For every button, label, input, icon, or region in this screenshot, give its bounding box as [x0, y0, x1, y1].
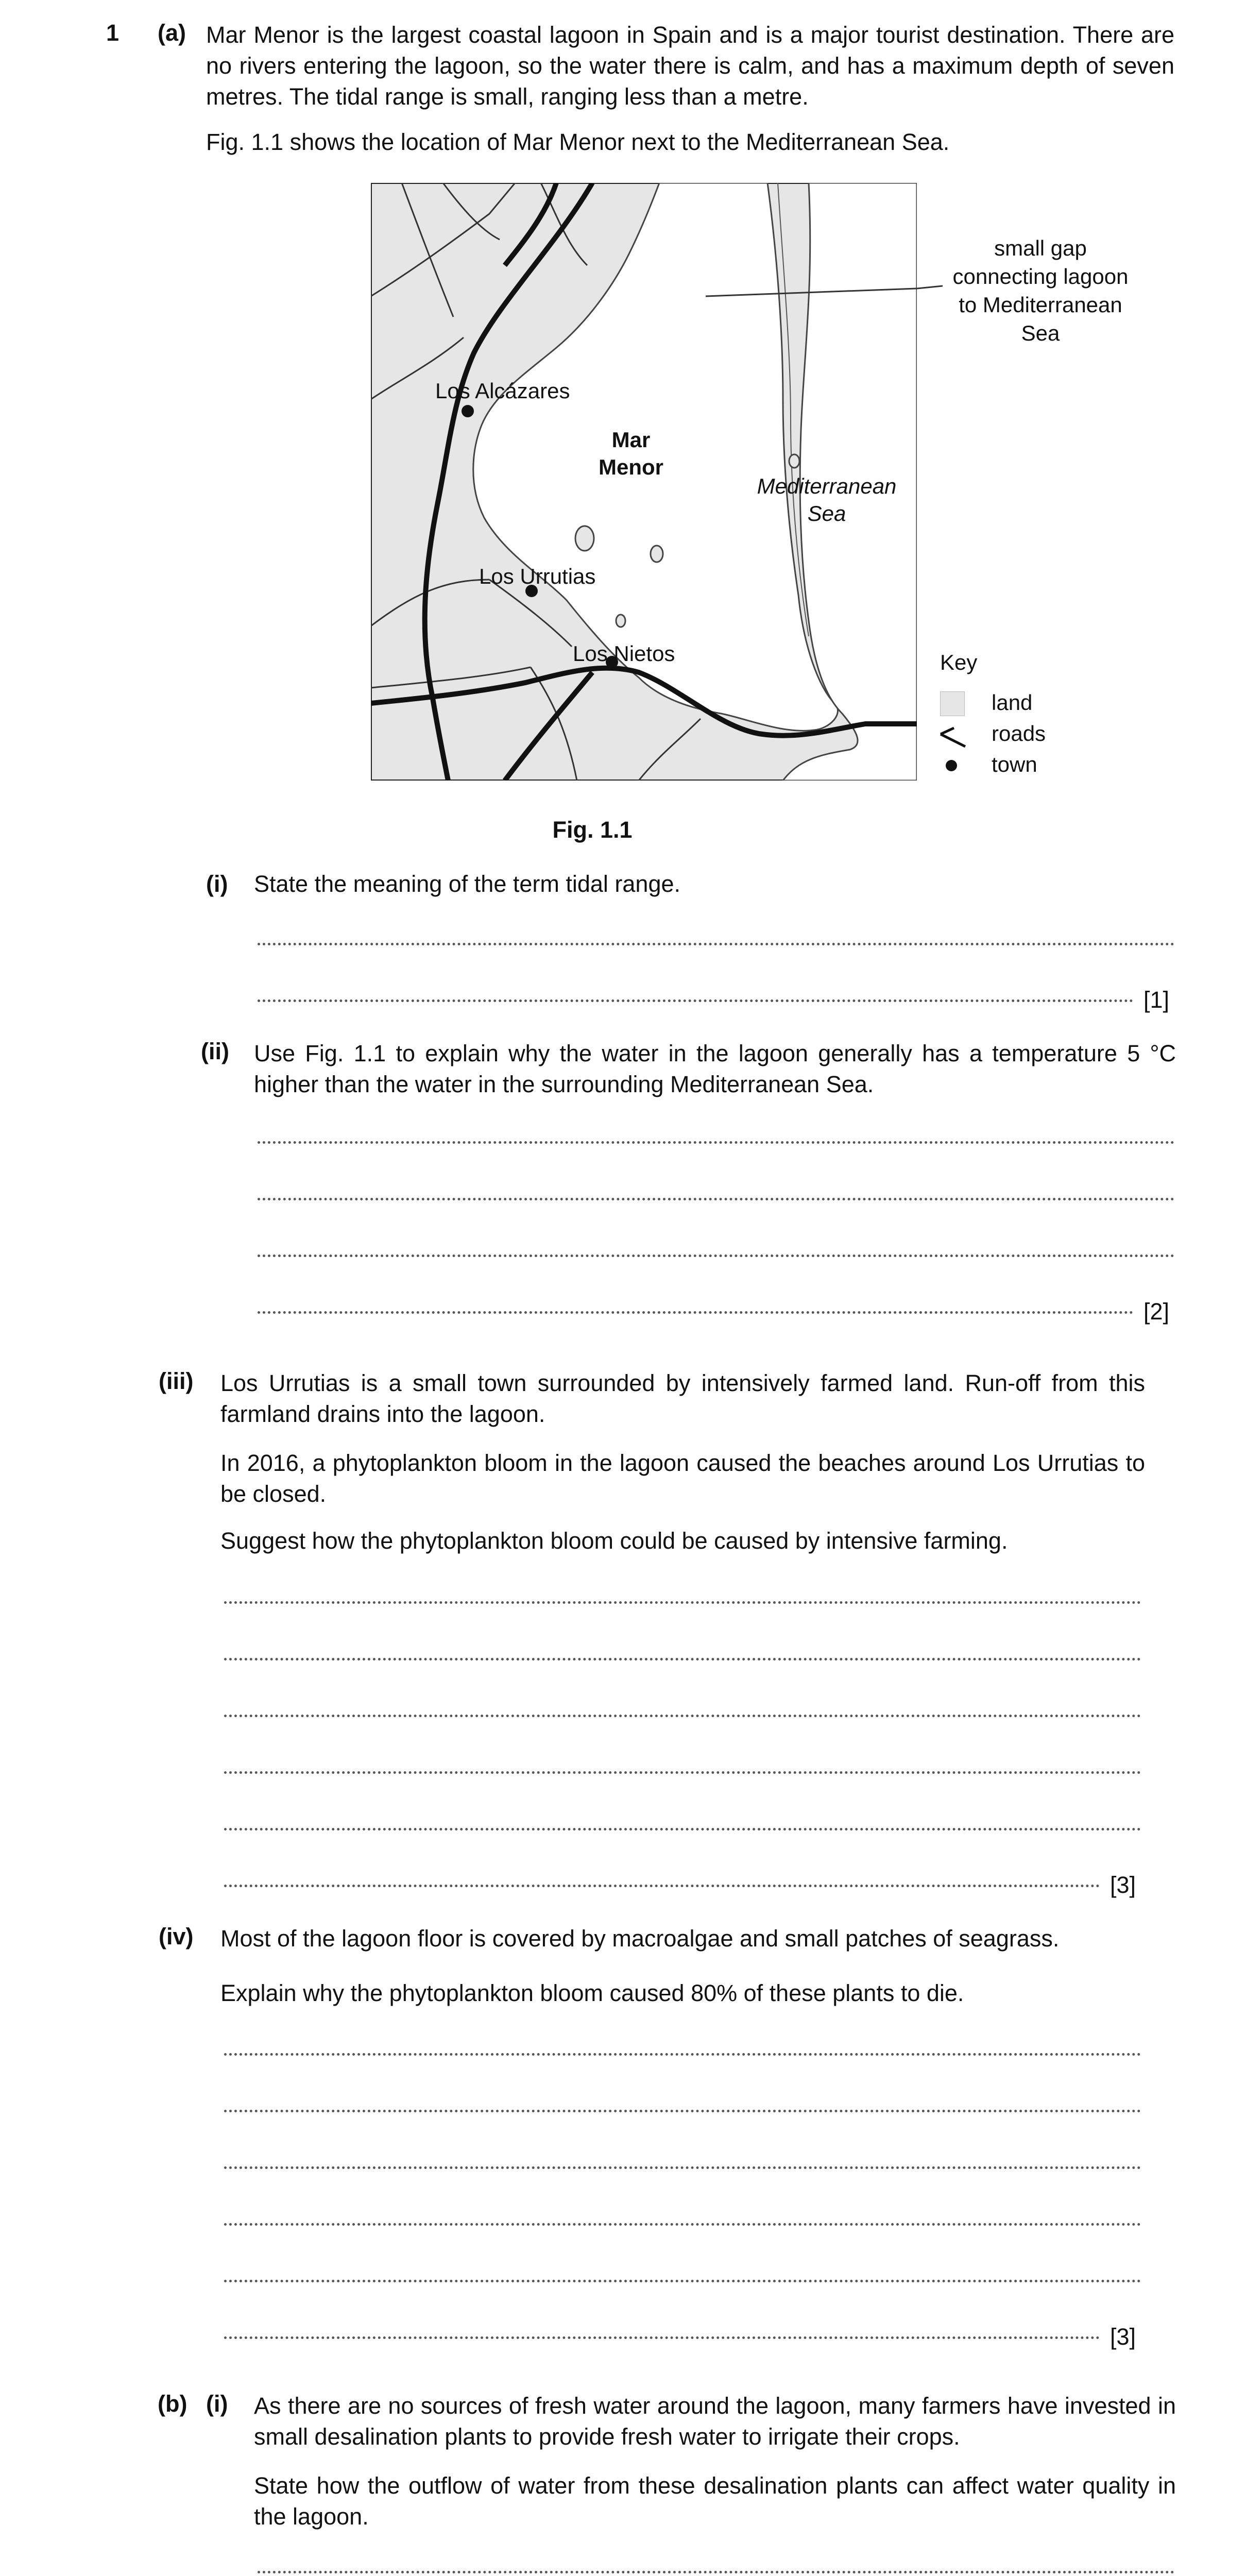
label-sea: Sea: [807, 501, 846, 526]
answer-line[interactable]: [258, 1255, 1174, 1257]
part-a-iii-context-1: Los Urrutias is a small town surrounded by intensively farmed land. Run-off from this farmland drains into the lagoon.: [220, 1370, 1145, 1427]
part-a-ii-label: (ii): [201, 1038, 229, 1064]
answer-line[interactable]: [224, 1828, 1141, 1831]
answer-line[interactable]: [258, 943, 1174, 945]
part-b-i-question: State how the outflow of water from these desalination plants can affect water quality in the lagoon.: [254, 2472, 1176, 2530]
part-b-i-context: As there are no sources of fresh water around the lagoon, many farmers have invested in small desalination plants to provide fresh water to irrigate their crops.: [254, 2393, 1176, 2450]
answer-line[interactable]: [258, 1311, 1133, 1314]
answer-line[interactable]: [258, 999, 1133, 1002]
part-b-i-label: (i): [206, 2391, 228, 2417]
part-a-iii-context-2: In 2016, a phytoplankton bloom in the lagoon caused the beaches around Los Urrutias to be closed.: [220, 1450, 1145, 1507]
question-number: 1: [106, 20, 120, 46]
marks-a-iv: [3]: [1110, 2324, 1136, 2350]
answer-line[interactable]: [224, 2280, 1141, 2282]
answer-line[interactable]: [224, 1885, 1100, 1887]
answer-line[interactable]: [258, 1141, 1174, 1144]
part-a-label: (a): [158, 20, 186, 46]
key-land-swatch: [940, 691, 965, 716]
label-gap-line3: to Mediterranean: [959, 293, 1122, 317]
label-los-nietos: Los Nietos: [573, 641, 675, 666]
answer-line[interactable]: [258, 2571, 1174, 2573]
answer-line[interactable]: [224, 1715, 1141, 1717]
marks-a-i: [1]: [1143, 987, 1170, 1013]
label-mediterranean: Mediterranean: [757, 474, 897, 498]
key-land-label: land: [992, 690, 1033, 715]
part-a-iv-question: Explain why the phytoplankton bloom caused 80% of these plants to die.: [220, 1980, 964, 2006]
label-los-urrutias: Los Urrutias: [479, 564, 596, 588]
answer-line[interactable]: [224, 1658, 1141, 1660]
part-a-intro: Mar Menor is the largest coastal lagoon in Spain and is a major tourist destination. There are no rivers entering the lagoon, so the water there is calm, and has a maximum depth of seven metres. The tidal range is small, ranging less than a metre.: [206, 22, 1174, 110]
island: [575, 526, 594, 551]
label-los-alcazares: Los Alcázares: [435, 379, 570, 403]
figure-reference: Fig. 1.1 shows the location of Mar Menor next to the Mediterranean Sea.: [206, 129, 950, 155]
part-a-iv-label: (iv): [159, 1923, 194, 1950]
part-a-i-question: State the meaning of the term tidal range.: [254, 871, 680, 897]
label-gap-line1: small gap: [994, 236, 1087, 260]
island: [616, 615, 625, 627]
key-title: Key: [940, 650, 978, 674]
key-roads-label: roads: [992, 721, 1046, 745]
part-b-label: (b): [158, 2391, 187, 2417]
key-town-label: town: [992, 752, 1037, 776]
label-gap-line4: Sea: [1021, 321, 1060, 345]
label-menor: Menor: [599, 455, 663, 479]
part-a-i-label: (i): [206, 871, 228, 897]
island: [789, 454, 799, 468]
part-a-iii-question: Suggest how the phytoplankton bloom could be caused by intensive farming.: [220, 1528, 1008, 1554]
part-a-iii-label: (iii): [159, 1368, 194, 1394]
key-roads-symbol: [938, 724, 967, 750]
part-a-iv-context: Most of the lagoon floor is covered by macroalgae and small patches of seagrass.: [220, 1925, 1060, 1952]
label-mar: Mar: [611, 428, 651, 452]
key-town-symbol: [945, 759, 958, 772]
answer-line[interactable]: [224, 2053, 1141, 2056]
part-a-ii-question: Use Fig. 1.1 to explain why the water in the lagoon generally has a temperature 5 °C higher than the water in the surrounding Mediterranean Sea.: [254, 1040, 1176, 1097]
answer-line[interactable]: [224, 2223, 1141, 2226]
figure-caption: Fig. 1.1: [552, 817, 633, 843]
answer-line[interactable]: [224, 2166, 1141, 2169]
marks-a-iii: [3]: [1110, 1872, 1136, 1898]
answer-line[interactable]: [258, 1198, 1174, 1200]
answer-line[interactable]: [224, 1601, 1141, 1604]
town-los-alcazares: [462, 405, 474, 417]
island: [651, 546, 663, 562]
marks-a-ii: [2]: [1143, 1298, 1170, 1325]
answer-line[interactable]: [224, 2336, 1100, 2339]
answer-line[interactable]: [224, 1771, 1141, 1774]
label-gap-line2: connecting lagoon: [952, 264, 1129, 289]
answer-line[interactable]: [224, 2110, 1141, 2112]
